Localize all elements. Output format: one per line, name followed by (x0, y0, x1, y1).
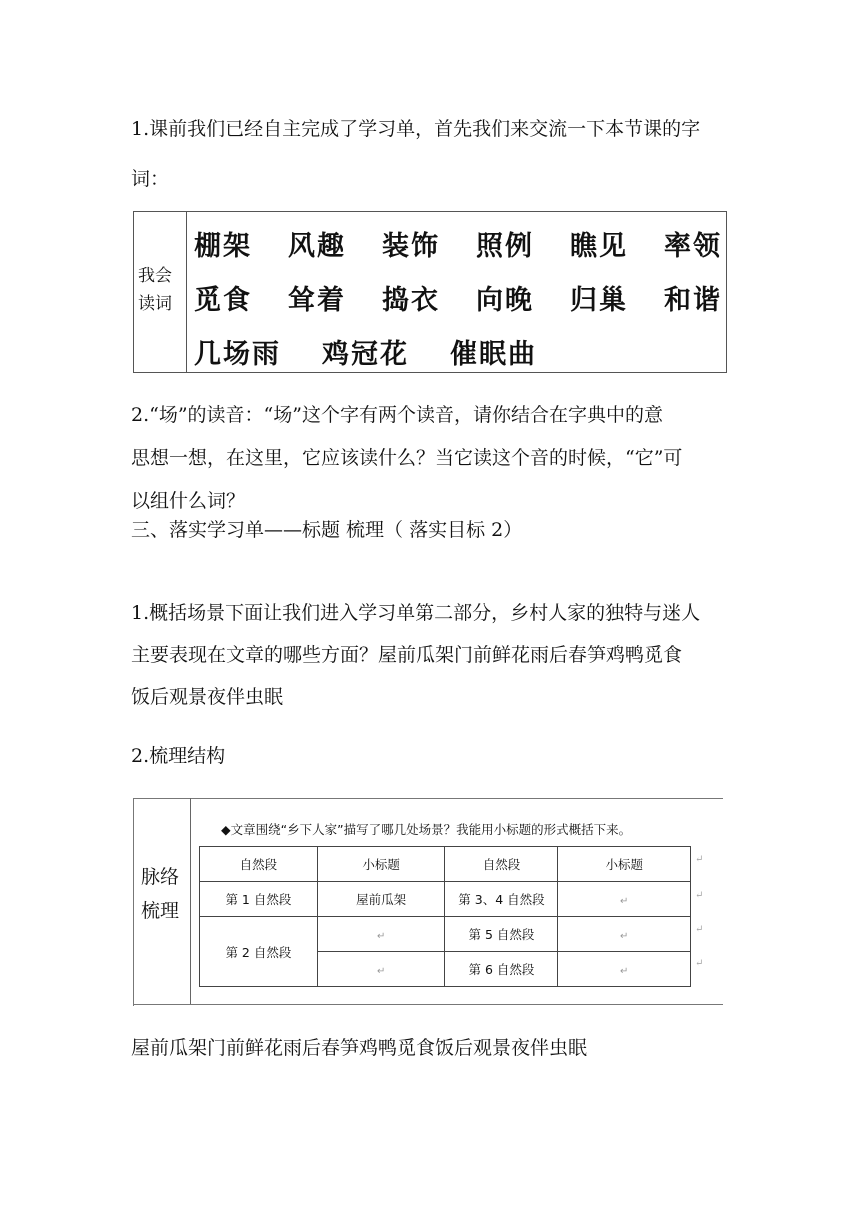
word: 归巢 (570, 285, 628, 316)
word: 照例 (476, 231, 534, 262)
paragraph-line: 1.课前我们已经自主完成了学习单，首先我们来交流一下本节课的字 (131, 118, 701, 140)
paragraph-line: 主要表现在文章的哪些方面？屋前瓜架门前鲜花雨后春笋鸡鸭觅食 (131, 644, 683, 666)
paragraph-title-table (199, 846, 691, 987)
paragraph-mark-icon: ↵ (376, 930, 386, 942)
word: 几场雨 (194, 339, 281, 370)
table-row (200, 917, 691, 952)
paragraph-mark-icon: ↵ (695, 890, 704, 901)
table-border (133, 1004, 723, 1005)
closing-line: 屋前瓜架门前鲜花雨后春笋鸡鸭觅食饭后观景夜伴虫眠 (131, 1037, 588, 1059)
section-3-1-paragraph (131, 592, 731, 718)
table-cell (558, 917, 691, 952)
table-cell (317, 917, 445, 952)
table-cell (558, 952, 691, 987)
word: 瞧见 (570, 231, 628, 262)
paragraph-mark-icon: ↵ (695, 958, 704, 969)
table-cell: 第 3、4 自然段 (445, 882, 558, 917)
table-cell: 第 2 自然段 (200, 917, 318, 987)
paragraph-mark-icon: ↵ (620, 965, 629, 977)
word: 棚架 (194, 231, 252, 262)
word: 耸着 (288, 285, 346, 316)
word: 捣衣 (382, 285, 440, 316)
header-cell: 自然段 (445, 847, 558, 882)
paragraph-line: 思想一想，在这里，它应该读什么？当它读这个音的时候，“它”可 (131, 447, 683, 469)
paragraph-mark-icon: ↵ (620, 930, 629, 942)
word: 装饰 (382, 231, 440, 262)
label-line: 我会 (138, 266, 172, 286)
header-cell: 小标题 (317, 847, 445, 882)
table-cell: 第 6 自然段 (445, 952, 558, 987)
word: 催眠曲 (450, 339, 537, 370)
header-cell: 小标题 (558, 847, 691, 882)
table-cell (558, 882, 691, 917)
structure-instruction: ◆文章围绕“乡下人家”描写了哪几处场景？我能用小标题的形式概括下来。 (221, 822, 632, 837)
section-3-heading: 三、落实学习单——标题 梳理（ 落实目标 2） (131, 519, 523, 541)
paragraph-mark-icon: ↵ (620, 895, 629, 907)
structure-table-figure (133, 796, 723, 1006)
structure-side-label (141, 860, 185, 928)
vocabulary-table (133, 211, 727, 373)
paragraph-line: 以组什么词？ (131, 490, 246, 512)
table-divider (190, 798, 191, 1004)
word: 风趣 (288, 231, 346, 262)
paragraph-mark-icon: ↵ (695, 854, 704, 865)
table-cell: 第 5 自然段 (445, 917, 558, 952)
paragraph-line: 词： (131, 168, 170, 190)
table-cell: 第 1 自然段 (200, 882, 318, 917)
table-header-row (200, 847, 691, 882)
paragraph-mark-icon: ↵ (695, 924, 704, 935)
paragraph-line: 2.“场”的读音：“场”这个字有两个读音，请你结合在字典中的意 (131, 404, 663, 426)
paragraph-line: 1.概括场景下面让我们进入学习单第二部分，乡村人家的独特与迷人 (131, 602, 701, 624)
word: 向晚 (476, 285, 534, 316)
word: 和谐 (664, 285, 722, 316)
table-cell (317, 952, 445, 987)
word: 鸡冠花 (322, 339, 409, 370)
section-1-paragraph (131, 111, 731, 197)
table-divider (186, 212, 187, 372)
table-border (133, 798, 134, 1006)
label-line: 梳理 (141, 900, 180, 922)
table-row (200, 882, 691, 917)
label-line: 读词 (138, 294, 172, 314)
table-cell: 屋前瓜架 (317, 882, 445, 917)
word: 觅食 (194, 285, 252, 316)
section-2-paragraph (131, 394, 731, 523)
vocabulary-label (138, 262, 184, 318)
header-cell: 自然段 (200, 847, 318, 882)
paragraph-mark-icon: ↵ (376, 965, 386, 977)
section-3-2-heading: 2.梳理结构 (131, 745, 226, 767)
paragraph-line: 饭后观景夜伴虫眠 (131, 686, 284, 708)
table-border (133, 798, 723, 799)
word: 率领 (664, 231, 722, 262)
label-line: 脉络 (141, 866, 180, 888)
